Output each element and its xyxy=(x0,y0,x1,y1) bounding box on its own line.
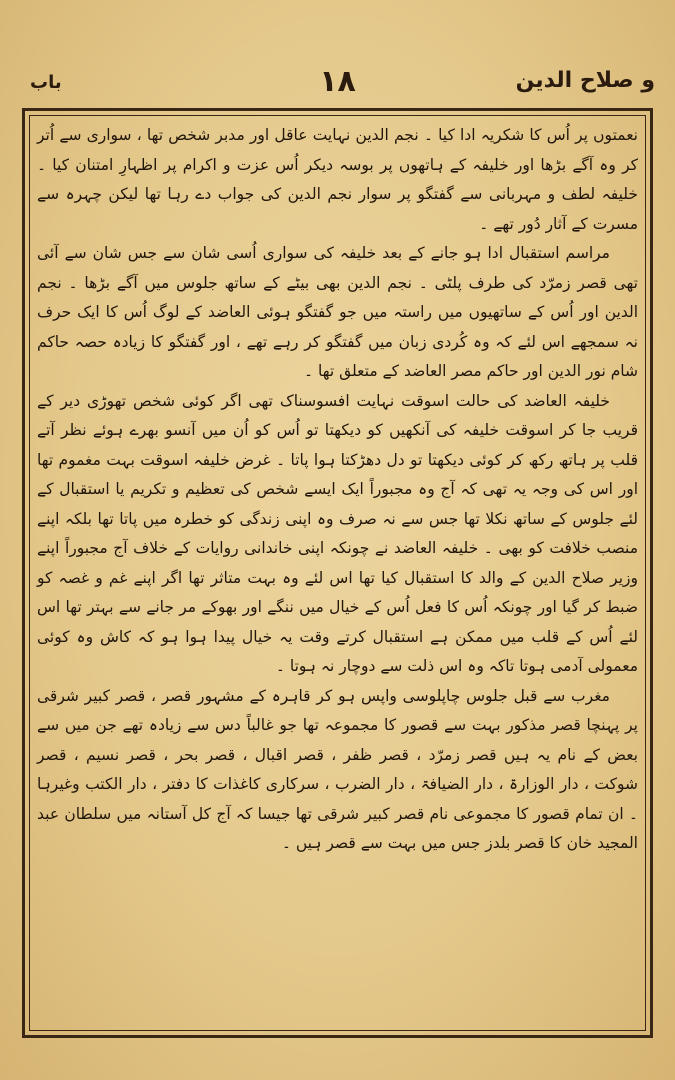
chapter-marker: باب xyxy=(30,72,62,93)
page-header xyxy=(20,60,655,110)
text-frame xyxy=(22,108,653,1038)
paragraph-2: مراسم استقبال ادا ہو جانے کے بعد خلیفہ کی سواری اُسی شان سے جس شان سے آئی تھی قصر زمرّد کی طرف پلٹی ۔ نجم الدین بھی بیٹے کے ساتھ جلوس میں آگے بڑھا ۔ نجم الدین اور اُس کے ساتھیوں میں راستہ میں جو گفتگو ہوئی العاضد کے لوگ اُس کا ایک حرف نہ سمجھے اس لئے کہ وہ کُردی زبان میں گفتگو کر رہے تھے ، اور گفتگو کا زیادہ حصہ حاکم شام نور الدین اور حاکم مصر العاضد کے متعلق تھا ۔ xyxy=(37,244,638,380)
paragraph-3: خلیفہ العاضد کی حالت اسوقت نہایت افسوسناک تھی اگر کوئی شخص تھوڑی دیر کے قریب جا کر اسوقت خلیفہ کی آنکھیں کو دیکھتا تو اُس کو اُن میں آنسو بھرے ہوئے نظر آتے قلب پر ہاتھ رکھ کر کوئی دیکھتا تو دل دھڑکتا ہوا پاتا ۔ غرض خلیفہ اسوقت بہت مغموم تھا اور اس کی وجہ یہ تھی کہ آج وہ مجبوراً ایک ایسے شخص کی تعظیم و تکریم یا استقبال کے لئے جلوس کے ساتھ نکلا تھا جس سے نہ صرف وہ اپنی زندگی کو خطرہ میں پاتا تھا بلکہ اپنے منصب خلافت کو بھی ۔ خلیفہ العاضد نے چونکہ اپنی خاندانی روایات کے خلاف آج مجبوراً اپنے وزیر صلاح الدین کے والد کا استقبال کیا تھا اس لئے وہ بہت متاثر تھا اگر اپنے غم و غصہ کو ضبط کر گیا اور چونکہ اُس کا فعل اُس کے خیال میں ننگے اور بھوکے مر جانے سے بہتر تھا اس لئے اُس کے قلب میں ممکن ہے استقبال کرتے وقت یہ خیال پیدا ہوا ہو کہ کاش وہ کوئی معمولی آدمی ہوتا تاکہ وہ اس ذلت سے دوچار نہ ہوتا ۔ xyxy=(37,391,638,675)
page-number: ۱۸ xyxy=(319,64,356,99)
running-title: و صلاح الدین xyxy=(515,68,655,93)
paragraph-4: مغرب سے قبل جلوس چاپلوسی واپس ہو کر قاہرہ کے مشہور قصر ، قصر کبیر شرقی پر پہنچا قصر مذکور بہت سے قصور کا مجموعہ تھا جو غالباً دس سے زیادہ تھے جن میں سے بعض کے نام یہ ہیں قصر زمرّد ، قصر ظفر ، قصر اقبال ، قصر بحر ، قصر نسیم ، قصر شوکت ، دار الوزارۃ ، دار الضیافۃ ، دار الضرب ، سرکاری کاغذات کا دفتر ، دار الکتب وغیرہا ۔ ان تمام قصور کا مجموعی نام قصر کبیر شرقی تھا جیسا کہ آج کل آستانہ میں سلطان عبد المجید خان کا قصر بلدز جس میں بہت سے قصر ہیں ۔ xyxy=(37,686,638,852)
paragraph-1: نعمتوں پر اُس کا شکریہ ادا کیا ۔ نجم الدین نہایت عاقل اور مدبر شخص تھا ، سواری سے اُتر کر وہ آگے بڑھا اور خلیفہ کے ہاتھوں پر بوسہ دیکر اُس عزت و اکرام پر اظہارِ امتنان کیا ۔ خلیفہ لطف و مہربانی سے گفتگو پر سوار نجم الدین کی جواب دے رہا تھا لیکن چہرہ سے مسرت کے آثار دُور تھے ۔ xyxy=(37,126,638,233)
